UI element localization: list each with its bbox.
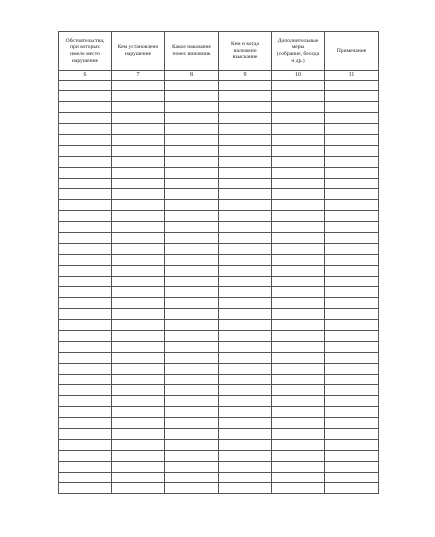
table-cell: [272, 287, 325, 298]
table-cell: [325, 156, 379, 167]
table-cell: [165, 200, 219, 211]
table-row: [59, 320, 379, 331]
table-cell: [165, 407, 219, 418]
table-cell: [272, 189, 325, 200]
table-cell: [112, 232, 165, 243]
table-cell: [59, 211, 112, 222]
table-cell: [219, 407, 272, 418]
table-cell: [165, 320, 219, 331]
table-cell: [112, 374, 165, 385]
table-cell: [325, 341, 379, 352]
table-cell: [219, 450, 272, 461]
table-cell: [325, 189, 379, 200]
table-cell: [219, 254, 272, 265]
table-cell: [272, 352, 325, 363]
table-cell: [59, 439, 112, 450]
table-row: [59, 243, 379, 254]
table-row: [59, 178, 379, 189]
table-cell: [59, 189, 112, 200]
table-cell: [59, 341, 112, 352]
table-row: [59, 363, 379, 374]
table-cell: [219, 113, 272, 124]
table-cell: [165, 461, 219, 472]
table-cell: [112, 320, 165, 331]
table-cell: [272, 276, 325, 287]
table-cell: [325, 287, 379, 298]
table-cell: [325, 113, 379, 124]
table-cell: [272, 418, 325, 429]
table-cell: [59, 298, 112, 309]
table-cell: [59, 276, 112, 287]
table-cell: [272, 385, 325, 396]
header-penalty-imposed: Кем и когда наложено взыскание: [219, 32, 272, 71]
table-cell: [59, 418, 112, 429]
table-cell: [112, 461, 165, 472]
table-cell: [165, 439, 219, 450]
table-cell: [165, 189, 219, 200]
header-note: Примечание: [325, 32, 379, 71]
table-cell: [59, 320, 112, 331]
table-cell: [59, 145, 112, 156]
table-cell: [219, 298, 272, 309]
table-cell: [59, 483, 112, 494]
table-cell: [325, 232, 379, 243]
table-cell: [272, 102, 325, 113]
table-row: [59, 189, 379, 200]
table-cell: [165, 91, 219, 102]
table-cell: [165, 385, 219, 396]
table-cell: [272, 113, 325, 124]
table-row: [59, 385, 379, 396]
table-row: [59, 330, 379, 341]
table-cell: [112, 254, 165, 265]
table-cell: [219, 232, 272, 243]
header-additional-measures: Дополнительные меры (собрание, беседа и др.): [272, 32, 325, 71]
table-row: [59, 352, 379, 363]
table-cell: [112, 385, 165, 396]
table-cell: [272, 232, 325, 243]
table-cell: [272, 429, 325, 440]
table-cell: [165, 287, 219, 298]
table-cell: [325, 298, 379, 309]
table-row: [59, 439, 379, 450]
table-row: [59, 167, 379, 178]
table-cell: [219, 396, 272, 407]
table-cell: [325, 309, 379, 320]
table-cell: [59, 124, 112, 135]
table-cell: [325, 91, 379, 102]
table-row: [59, 450, 379, 461]
column-number-cell: 6: [59, 71, 112, 81]
table-cell: [59, 156, 112, 167]
table-cell: [325, 265, 379, 276]
table-cell: [112, 363, 165, 374]
table-cell: [272, 145, 325, 156]
table-cell: [219, 352, 272, 363]
table-cell: [112, 222, 165, 233]
header-established-by: Кем установлено нарушение: [112, 32, 165, 71]
table-cell: [112, 200, 165, 211]
table-cell: [219, 374, 272, 385]
table-cell: [165, 102, 219, 113]
table-cell: [59, 450, 112, 461]
header-circumstances: Обстоятельства, при которых имело место нарушение: [59, 32, 112, 71]
table-cell: [325, 102, 379, 113]
table-cell: [325, 211, 379, 222]
table-row: [59, 232, 379, 243]
table-row: [59, 124, 379, 135]
table-row: [59, 418, 379, 429]
table-cell: [59, 363, 112, 374]
table-row: [59, 472, 379, 483]
table-row: [59, 483, 379, 494]
table-cell: [59, 102, 112, 113]
table-cell: [59, 222, 112, 233]
table-cell: [59, 429, 112, 440]
table-cell: [112, 341, 165, 352]
table-cell: [112, 265, 165, 276]
table-cell: [219, 341, 272, 352]
table-cell: [272, 124, 325, 135]
table-row: [59, 298, 379, 309]
table-cell: [325, 363, 379, 374]
table-cell: [112, 450, 165, 461]
table-cell: [325, 429, 379, 440]
table-cell: [325, 320, 379, 331]
table-cell: [112, 483, 165, 494]
table-cell: [112, 91, 165, 102]
table-cell: [165, 363, 219, 374]
table-cell: [112, 134, 165, 145]
table-cell: [325, 418, 379, 429]
table-row: [59, 396, 379, 407]
table-cell: [219, 330, 272, 341]
table-cell: [219, 461, 272, 472]
table-cell: [112, 330, 165, 341]
table-cell: [272, 309, 325, 320]
table-cell: [272, 134, 325, 145]
table-row: [59, 156, 379, 167]
table-cell: [325, 439, 379, 450]
table-cell: [165, 309, 219, 320]
column-number-cell: 9: [219, 71, 272, 81]
table-cell: [59, 243, 112, 254]
table-cell: [112, 298, 165, 309]
table-cell: [325, 385, 379, 396]
table-row: [59, 134, 379, 145]
table-cell: [112, 156, 165, 167]
table-cell: [219, 178, 272, 189]
table-cell: [59, 461, 112, 472]
table-cell: [165, 330, 219, 341]
table-cell: [165, 178, 219, 189]
header-punishment: Какое наказание понес виновник: [165, 32, 219, 71]
table-cell: [112, 396, 165, 407]
table-cell: [219, 439, 272, 450]
table-cell: [325, 330, 379, 341]
table-cell: [219, 211, 272, 222]
table-row: [59, 145, 379, 156]
table-cell: [219, 243, 272, 254]
table-cell: [59, 254, 112, 265]
table-cell: [59, 134, 112, 145]
table-cell: [272, 450, 325, 461]
table-cell: [112, 429, 165, 440]
table-row: [59, 91, 379, 102]
table-cell: [165, 80, 219, 91]
table-cell: [325, 200, 379, 211]
table-cell: [112, 309, 165, 320]
table-cell: [112, 418, 165, 429]
table-cell: [325, 134, 379, 145]
table-cell: [59, 167, 112, 178]
table-cell: [59, 265, 112, 276]
table-cell: [325, 243, 379, 254]
table-cell: [219, 80, 272, 91]
table-cell: [272, 91, 325, 102]
table-cell: [325, 254, 379, 265]
table-cell: [219, 385, 272, 396]
table-cell: [112, 352, 165, 363]
table-cell: [165, 265, 219, 276]
table-cell: [59, 407, 112, 418]
table-row: [59, 265, 379, 276]
table-row: [59, 374, 379, 385]
table-cell: [219, 309, 272, 320]
table-cell: [165, 418, 219, 429]
table-cell: [272, 178, 325, 189]
table-cell: [165, 167, 219, 178]
table-cell: [59, 472, 112, 483]
table-cell: [325, 222, 379, 233]
table-cell: [272, 363, 325, 374]
table-cell: [325, 145, 379, 156]
table-cell: [165, 134, 219, 145]
table-row: [59, 429, 379, 440]
table-cell: [112, 178, 165, 189]
table-cell: [272, 483, 325, 494]
table-cell: [272, 396, 325, 407]
table-cell: [272, 320, 325, 331]
table-cell: [325, 352, 379, 363]
table-cell: [112, 276, 165, 287]
table-cell: [112, 167, 165, 178]
table-row: [59, 287, 379, 298]
table-cell: [59, 396, 112, 407]
table-cell: [112, 189, 165, 200]
table-cell: [219, 483, 272, 494]
table-cell: [59, 309, 112, 320]
table-cell: [272, 330, 325, 341]
table-cell: [219, 145, 272, 156]
table-cell: [165, 124, 219, 135]
column-number-cell: 8: [165, 71, 219, 81]
table-cell: [112, 102, 165, 113]
table-row: [59, 341, 379, 352]
table-cell: [165, 450, 219, 461]
table-cell: [272, 222, 325, 233]
table-cell: [112, 243, 165, 254]
table-cell: [325, 396, 379, 407]
table-cell: [59, 287, 112, 298]
table-cell: [325, 276, 379, 287]
table-cell: [219, 91, 272, 102]
table-cell: [272, 472, 325, 483]
table-cell: [272, 156, 325, 167]
table-cell: [325, 374, 379, 385]
table-cell: [59, 178, 112, 189]
table-row: [59, 200, 379, 211]
table-cell: [219, 189, 272, 200]
table-row: [59, 102, 379, 113]
table-cell: [59, 200, 112, 211]
table-cell: [272, 211, 325, 222]
table-cell: [165, 211, 219, 222]
table-cell: [272, 298, 325, 309]
table-cell: [325, 450, 379, 461]
column-number-cell: 10: [272, 71, 325, 81]
table-cell: [219, 102, 272, 113]
table-cell: [272, 407, 325, 418]
table-cell: [112, 287, 165, 298]
table-cell: [165, 113, 219, 124]
table-cell: [59, 352, 112, 363]
table-cell: [112, 145, 165, 156]
table-cell: [59, 91, 112, 102]
table-cell: [112, 407, 165, 418]
table-cell: [272, 341, 325, 352]
table-cell: [219, 265, 272, 276]
table-cell: [219, 418, 272, 429]
table-row: [59, 276, 379, 287]
column-number-cell: 7: [112, 71, 165, 81]
table-cell: [165, 298, 219, 309]
table-row: [59, 211, 379, 222]
table-cell: [219, 276, 272, 287]
table-cell: [325, 472, 379, 483]
table-cell: [325, 124, 379, 135]
table-cell: [219, 287, 272, 298]
header-row: [59, 32, 379, 71]
table-cell: [219, 124, 272, 135]
table-cell: [112, 124, 165, 135]
table-cell: [325, 407, 379, 418]
table-row: [59, 222, 379, 233]
table-cell: [219, 363, 272, 374]
table-cell: [219, 472, 272, 483]
table-cell: [165, 396, 219, 407]
column-number-row: [59, 71, 379, 81]
table-cell: [272, 167, 325, 178]
table-row: [59, 113, 379, 124]
table-cell: [112, 113, 165, 124]
table-cell: [59, 232, 112, 243]
table-cell: [112, 439, 165, 450]
table-row: [59, 407, 379, 418]
table-cell: [272, 461, 325, 472]
table-cell: [165, 341, 219, 352]
table-cell: [272, 439, 325, 450]
table-cell: [219, 320, 272, 331]
table-cell: [165, 429, 219, 440]
table-cell: [272, 374, 325, 385]
table-row: [59, 254, 379, 265]
table-cell: [219, 429, 272, 440]
table-cell: [165, 222, 219, 233]
table-cell: [165, 232, 219, 243]
table-cell: [219, 222, 272, 233]
table-cell: [112, 472, 165, 483]
table-cell: [59, 330, 112, 341]
table-cell: [59, 374, 112, 385]
table-row: [59, 309, 379, 320]
table-cell: [219, 200, 272, 211]
table-cell: [165, 483, 219, 494]
table-cell: [272, 80, 325, 91]
table-cell: [112, 211, 165, 222]
table-cell: [59, 80, 112, 91]
table-cell: [165, 276, 219, 287]
violations-ledger-table: [58, 31, 379, 494]
table-row: [59, 461, 379, 472]
table-cell: [219, 134, 272, 145]
table-cell: [325, 461, 379, 472]
table-cell: [165, 254, 219, 265]
table-cell: [219, 156, 272, 167]
table-row: [59, 80, 379, 91]
table-cell: [272, 200, 325, 211]
table-cell: [165, 352, 219, 363]
column-number-cell: 11: [325, 71, 379, 81]
table-cell: [59, 113, 112, 124]
table-cell: [325, 167, 379, 178]
table-cell: [112, 80, 165, 91]
table-cell: [219, 167, 272, 178]
table-cell: [272, 243, 325, 254]
table-cell: [165, 145, 219, 156]
table-cell: [165, 156, 219, 167]
table-cell: [59, 385, 112, 396]
table-cell: [325, 483, 379, 494]
table-cell: [165, 243, 219, 254]
table-cell: [272, 265, 325, 276]
table-cell: [165, 472, 219, 483]
table-cell: [165, 374, 219, 385]
table-cell: [325, 178, 379, 189]
table-cell: [272, 254, 325, 265]
table-cell: [325, 80, 379, 91]
